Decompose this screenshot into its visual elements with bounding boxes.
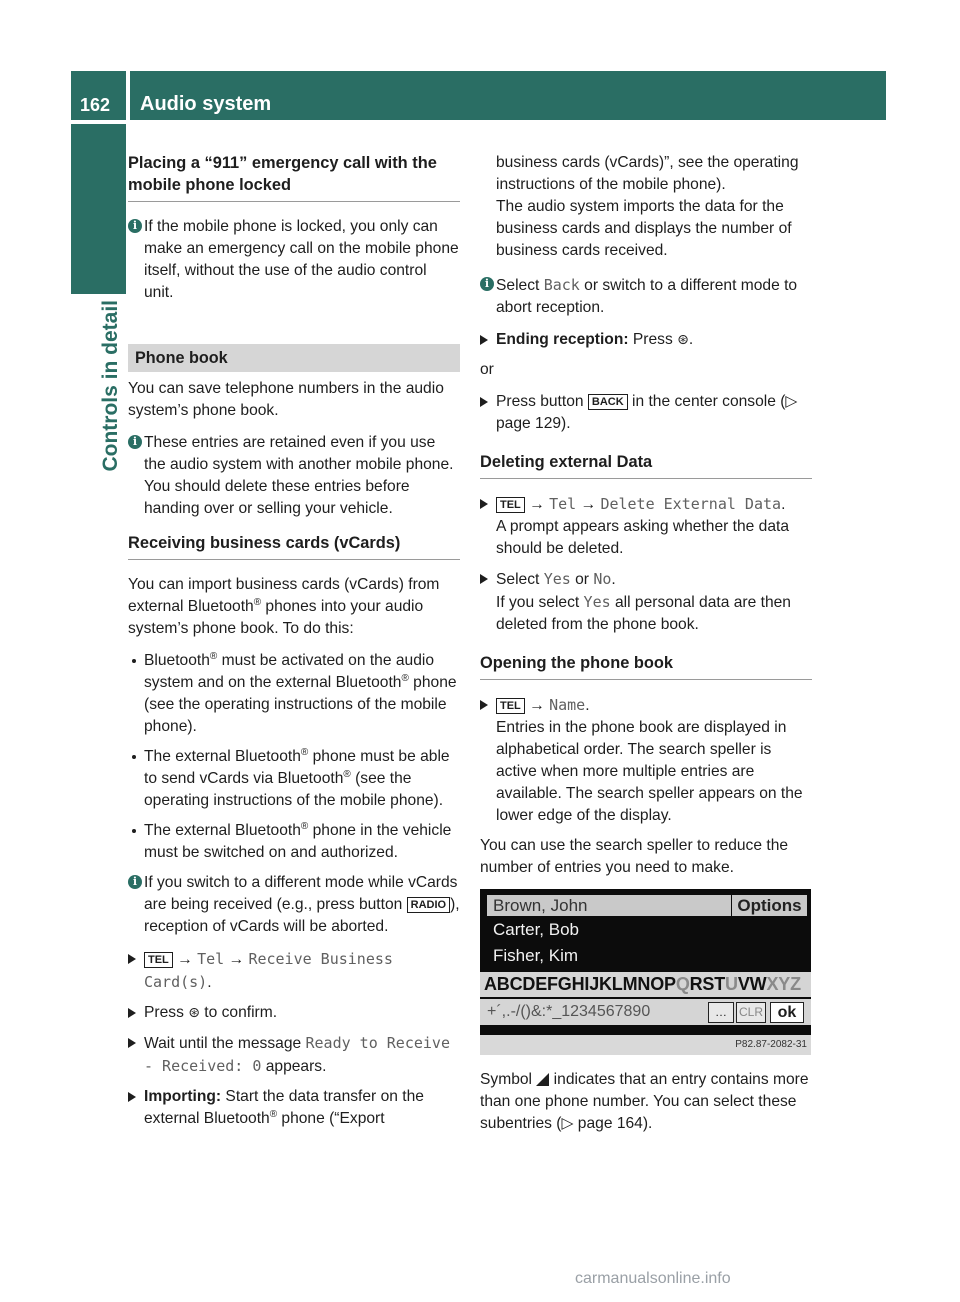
list-item: Bluetooth® must be activated on the audio system and on the external Bluetooth® phone (see the operating instructions of the mobile phone). [128, 650, 460, 738]
controller-knob-icon: ⊛ [677, 332, 689, 348]
section-phone-book: Phone book [128, 344, 460, 372]
info-icon: i [128, 875, 142, 889]
list-item-selected[interactable]: Brown, John [487, 895, 731, 916]
options-button[interactable]: Options [732, 895, 807, 916]
step-arrow-icon [480, 700, 488, 710]
clear-button[interactable]: CLR [736, 1002, 766, 1023]
list-item: The external Bluetooth® phone in the vehicle must be switched on and authorized. [128, 820, 460, 864]
heading-open: Opening the phone book [480, 652, 812, 680]
note-mode: i If you switch to a different mode while vCards are being received (e.g., press button RADIO ), reception of vCards will be aborted. [128, 872, 460, 938]
step-item: Press button BACK in the center console (▷ page 129). [480, 391, 812, 435]
subentry-triangle-icon [536, 1073, 549, 1086]
step-item: TEL → Tel → Delete External Data. A prompt appears asking whether the data should be deleted. [480, 493, 812, 560]
side-label: Controls in detail [99, 300, 122, 472]
right-column [480, 152, 812, 1145]
step-item: TEL → Tel → Receive Business Card(s). [128, 948, 460, 994]
page-number: 162 [80, 95, 111, 115]
note-back: i Select Back or switch to a different mode to abort reception. [480, 274, 812, 319]
step-arrow-icon [128, 1008, 136, 1018]
header-separator [126, 71, 130, 120]
list-item[interactable]: Fisher, Kim [493, 946, 579, 965]
heading-vcards: Receiving business cards (vCards) [128, 532, 460, 560]
or-text: or [480, 361, 494, 378]
info-icon: i [480, 277, 494, 291]
step-item: Importing: Start the data transfer on the external Bluetooth® phone (“Export [128, 1086, 460, 1130]
continued-text: business cards (vCards)”, see the operating instructions of the mobile phone). The audio system imports the data for the business cards and displays the number of business cards received. [496, 154, 799, 259]
info-icon: i [128, 435, 142, 449]
chapter-title: Audio system [140, 93, 272, 115]
speller-letters[interactable]: ABCDEFGHIJKLMNOPQRSTUVWXYZ [480, 972, 811, 997]
watermark: carmanualsonline.info [575, 1270, 731, 1287]
heading-911: Placing a “911” emergency call with the mobile phone locked [128, 152, 460, 202]
side-tab [71, 124, 126, 294]
list-item[interactable]: Carter, Bob [493, 920, 579, 939]
bullet-icon [132, 829, 136, 833]
step-item: Wait until the message Ready to Receive - Received: 0 appears. [128, 1032, 460, 1078]
step-arrow-icon [128, 1092, 136, 1102]
step-item: Select Yes or No. If you select Yes all personal data are then deleted from the phone book. [480, 568, 812, 636]
paragraph-symbol: Symbol indicates that an entry contains more than one phone number. You can select these subentries (▷ page 164). [480, 1071, 809, 1132]
step-arrow-icon [480, 499, 488, 509]
left-column [128, 152, 460, 1138]
info-icon: i [128, 219, 142, 233]
note-911: i If the mobile phone is locked, you only can make an emergency call on the mobile phone itself, without the use of the audio control unit. [128, 216, 460, 304]
speller-symbols[interactable]: +´,.-/()&:*_1234567890 [480, 999, 811, 1025]
step-item: Press ⊛ to confirm. [128, 1002, 460, 1024]
tel-key-icon: TEL [496, 698, 525, 714]
step-arrow-icon [480, 574, 488, 584]
radio-key-icon: RADIO [407, 897, 450, 913]
image-caption: P82.87-2082-31 [480, 1035, 811, 1055]
controller-knob-icon: ⊛ [188, 1005, 200, 1021]
phone-book-screen [480, 889, 811, 1055]
ok-button[interactable]: ok [770, 1002, 804, 1023]
paragraph-import: You can import business cards (vCards) from external Bluetooth® phones into your audio system’s phone book. To do this: [128, 576, 440, 637]
note-retained: i These entries are retained even if you use the audio system with another mobile phone. You should delete these entries before handing over or selling your vehicle. [128, 432, 460, 520]
tel-key-icon: TEL [144, 952, 173, 968]
tel-key-icon: TEL [496, 497, 525, 513]
step-arrow-icon [128, 954, 136, 964]
space-button[interactable]: … [708, 1002, 734, 1023]
list-item: The external Bluetooth® phone must be able to send vCards via Bluetooth® (see the operating instructions of the mobile phone). [128, 746, 460, 812]
step-item: TEL → Name. Entries in the phone book are displayed in alphabetical order. The search speller is active when more multiple entries are available. The search speller appears on the lower edge of the display. [480, 694, 812, 827]
heading-delete: Deleting external Data [480, 451, 812, 479]
paragraph-speller: You can use the search speller to reduce the number of entries you need to make. [480, 837, 789, 876]
step-arrow-icon [480, 335, 488, 345]
step-arrow-icon [480, 397, 488, 407]
back-key-icon: BACK [588, 394, 628, 410]
step-item: Ending reception: Press ⊛. [480, 329, 812, 351]
bullet-icon [132, 659, 136, 663]
step-arrow-icon [128, 1038, 136, 1048]
paragraph-save: You can save telephone numbers in the audio system’s phone book. [128, 380, 444, 419]
bullet-icon [132, 755, 136, 759]
